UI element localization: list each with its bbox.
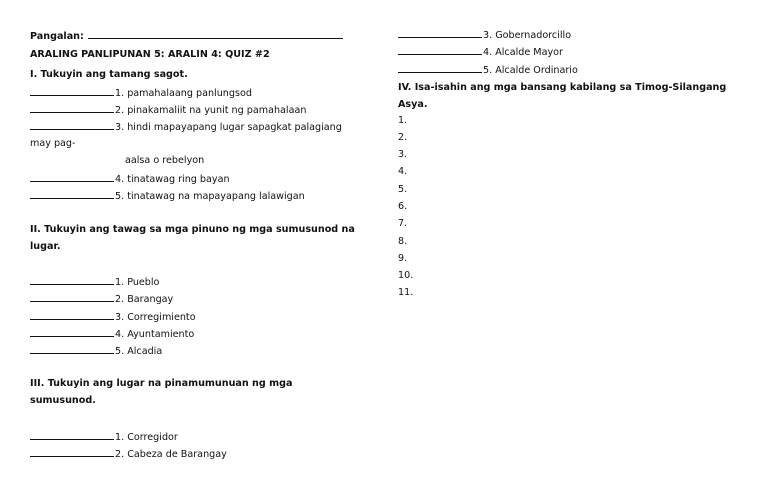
question-row — [30, 310, 196, 324]
question-text: 4. Alcalde Mayor — [483, 47, 563, 58]
answer-blank[interactable] — [30, 327, 114, 337]
list-number: 7. — [398, 218, 408, 229]
name-row — [30, 29, 343, 43]
list-number: 3. — [398, 149, 408, 160]
answer-blank[interactable] — [30, 120, 114, 130]
list-number: 1. — [398, 115, 408, 126]
question-row — [30, 430, 178, 444]
answer-blank[interactable] — [30, 344, 114, 354]
question-text: 5. Alcalde Ordinario — [483, 65, 578, 76]
answer-blank[interactable] — [30, 292, 114, 302]
question-text: 1. pamahalaang panlungsod — [115, 88, 252, 99]
question-row — [398, 28, 571, 42]
question-text: 3. hindi mapayapang lugar sapagkat palagiang — [115, 122, 342, 133]
question-text: 1. Pueblo — [115, 277, 160, 288]
question-text: 2. Barangay — [115, 294, 174, 305]
list-number: 10. — [398, 270, 414, 281]
question-text: 3. Corregimiento — [115, 312, 196, 323]
answer-blank[interactable] — [30, 103, 114, 113]
answer-blank[interactable] — [398, 28, 482, 38]
quiz-title: ARALING PANLIPUNAN 5: ARALIN 4: QUIZ #2 — [30, 49, 270, 60]
question-text: 3. Gobernadorcillo — [483, 30, 572, 41]
answer-blank[interactable] — [30, 189, 114, 199]
answer-blank[interactable] — [30, 275, 114, 285]
question-row — [30, 292, 173, 306]
answer-blank[interactable] — [30, 310, 114, 320]
question-row — [30, 327, 194, 341]
list-number: 4. — [398, 166, 408, 177]
question-row — [30, 120, 342, 134]
question-row — [30, 189, 305, 203]
section4-heading: IV. Isa-isahin ang mga bansang kabilang sa Timog-Silangang Asya. — [398, 82, 727, 110]
question-text: 5. Alcadia — [115, 346, 163, 357]
list-number: 5. — [398, 184, 408, 195]
question-text: 5. tinatawag na mapayapang lalawigan — [115, 191, 305, 202]
question-text: 2. Cabeza de Barangay — [115, 449, 227, 460]
section1-heading: I. Tukuyin ang tamang sagot. — [30, 69, 188, 80]
answer-blank[interactable] — [30, 86, 114, 96]
section3-heading: III. Tukuyin ang lugar na pinamumunuan ng mga sumusunod. — [30, 378, 293, 406]
list-number: 9. — [398, 253, 408, 264]
list-number: 11. — [398, 287, 414, 298]
list-number: 8. — [398, 236, 408, 247]
answer-blank[interactable] — [30, 430, 114, 440]
question-row — [398, 63, 578, 77]
name-blank-line[interactable] — [88, 29, 343, 39]
question-row — [30, 172, 230, 186]
list-number: 2. — [398, 132, 408, 143]
answer-blank[interactable] — [398, 63, 482, 73]
question-row — [30, 86, 252, 100]
question-continuation: may pag- — [30, 138, 76, 149]
question-row — [30, 344, 162, 358]
section2-heading: II. Tukuyin ang tawag sa mga pinuno ng mga sumusunod na lugar. — [30, 224, 355, 252]
question-text: 4. tinatawag ring bayan — [115, 174, 230, 185]
question-row — [30, 275, 159, 289]
question-text: 2. pinakamaliit na yunit ng pamahalaan — [115, 105, 307, 116]
question-row — [30, 447, 227, 461]
answer-blank[interactable] — [30, 447, 114, 457]
name-label: Pangalan: — [30, 31, 84, 42]
list-number: 6. — [398, 201, 408, 212]
question-continuation: aalsa o rebelyon — [125, 155, 205, 166]
answer-blank[interactable] — [30, 172, 114, 182]
answer-blank[interactable] — [398, 45, 482, 55]
question-row — [398, 45, 563, 59]
question-row — [30, 103, 306, 117]
question-text: 4. Ayuntamiento — [115, 329, 195, 340]
question-text: 1. Corregidor — [115, 432, 178, 443]
